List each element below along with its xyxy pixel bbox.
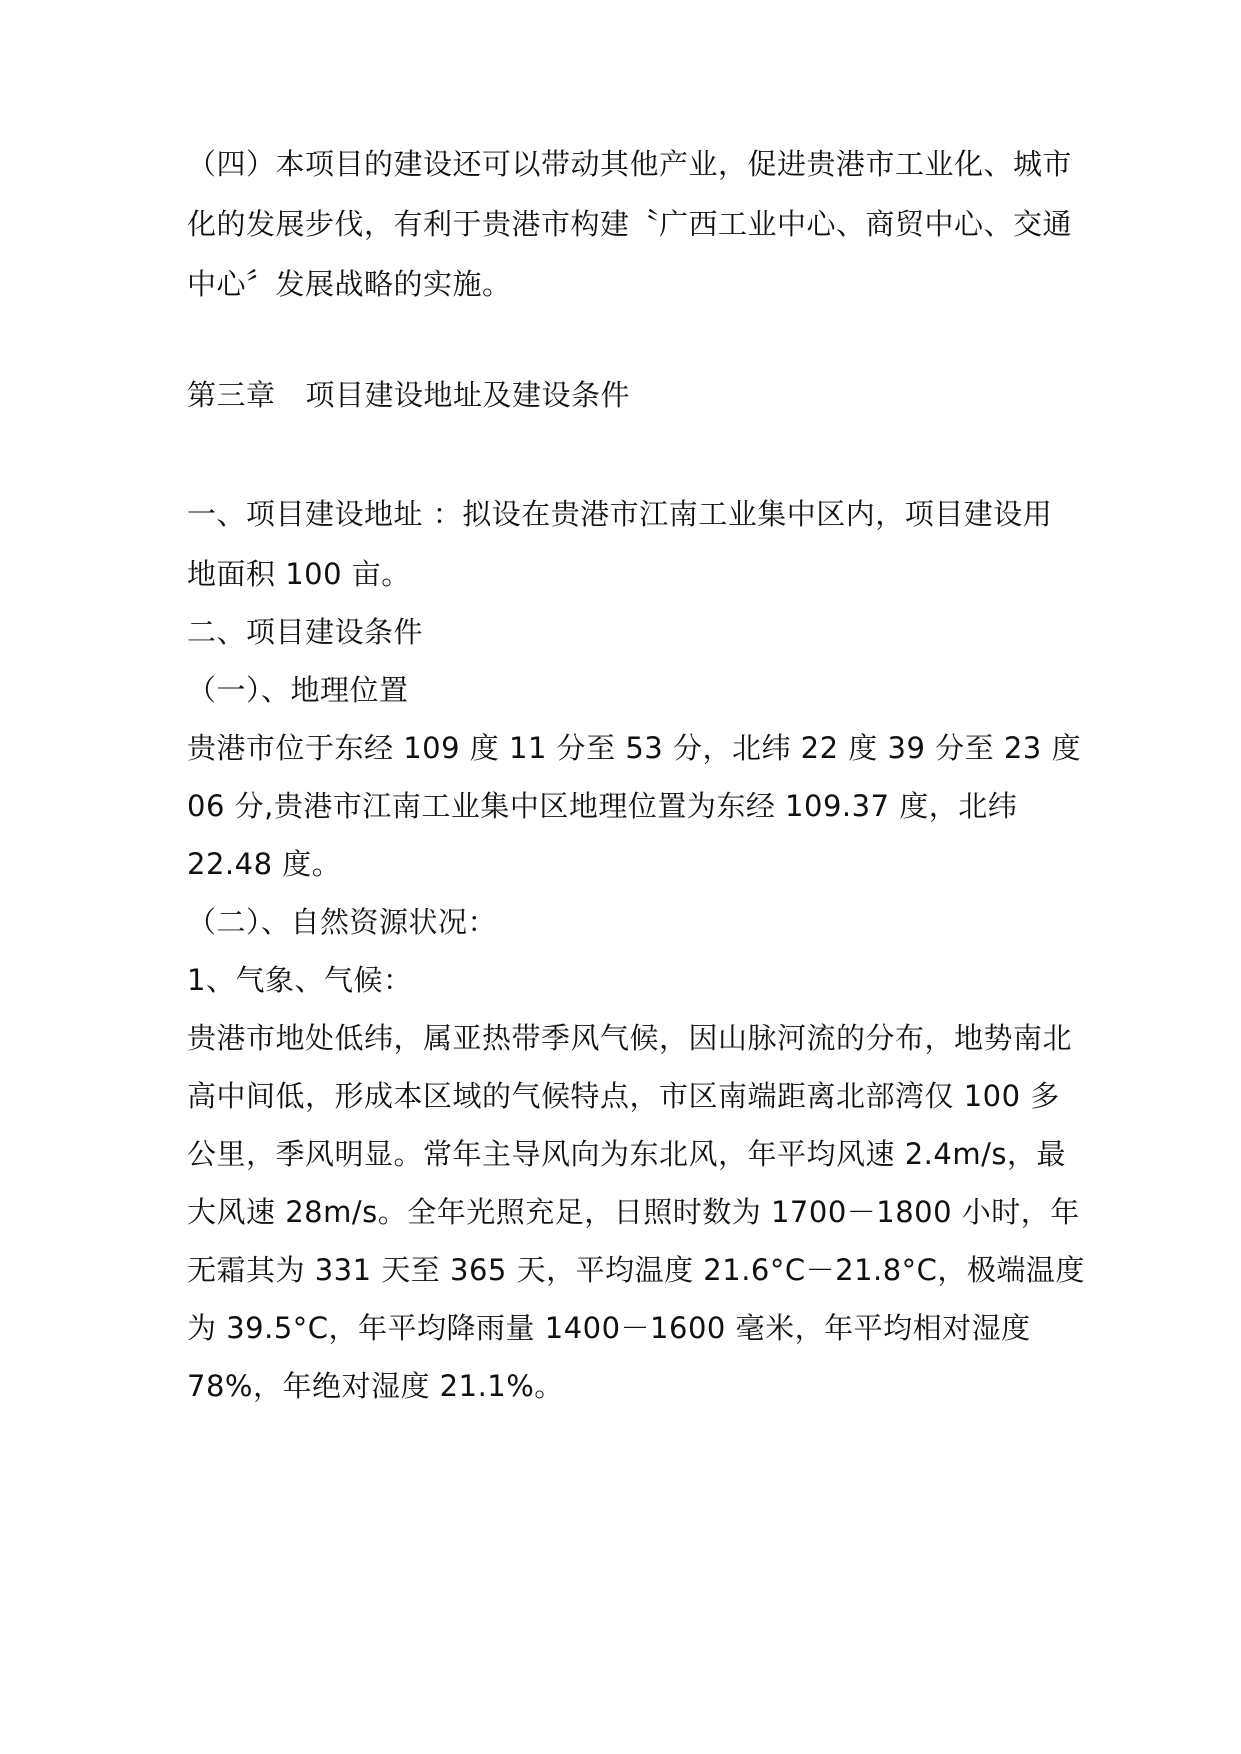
climate-line-5: 无霜其为 331 天至 365 天，平均温度 21.6°C－21.8°C，极端温度 [187, 1253, 1085, 1287]
climate-line-1: 贵港市地处低纬，属亚热带季风气候，因山脉河流的分布，地势南北 [187, 1021, 1073, 1055]
climate-line-6: 为 39.5°C，年平均降雨量 1400－1600 毫米，年平均相对湿度 [187, 1311, 1031, 1345]
climate-line-2: 高中间低，形成本区域的气候特点，市区南端距离北部湾仅 100 多 [187, 1079, 1060, 1113]
site-line-2: 地面积 100 亩。 [187, 557, 411, 591]
location-line-2: 06 分,贵港市江南工业集中区地理位置为东经 109.37 度，北纬 [187, 789, 1018, 823]
chapter-number: 第三章 [187, 378, 276, 412]
paragraph-4-line-1: （四）本项目的建设还可以带动其他产业，促进贵港市工业化、城市 [187, 147, 1073, 181]
climate-heading: 1、气象、气候： [187, 963, 413, 997]
paragraph-4-line-3: 中心〞发展战略的实施。 [187, 267, 512, 301]
location-line-3: 22.48 度。 [187, 847, 342, 881]
location-heading: （一）、地理位置 [187, 673, 409, 707]
paragraph-4-line-2: 化的发展步伐，有利于贵港市构建〝广西工业中心、商贸中心、交通 [187, 207, 1073, 241]
climate-line-3: 公里，季风明显。常年主导风向为东北风，年平均风速 2.4m/s，最 [187, 1137, 1066, 1171]
resources-heading: （二）、自然资源状况： [187, 905, 498, 939]
site-line-1: 一、项目建设地址 ：拟设在贵港市江南工业集中区内，项目建设用 [187, 497, 1053, 531]
climate-line-4: 大风速 28m/s。全年光照充足，日照时数为 1700－1800 小时，年 [187, 1195, 1080, 1229]
chapter-title-text: 项目建设地址及建设条件 [305, 378, 631, 412]
climate-line-7: 78%，年绝对湿度 21.1%。 [187, 1369, 564, 1403]
conditions-heading: 二、项目建设条件 [187, 615, 424, 649]
location-line-1: 贵港市位于东经 109 度 11 分至 53 分，北纬 22 度 39 分至 23 度 [187, 731, 1081, 765]
chapter-title [187, 375, 1067, 415]
